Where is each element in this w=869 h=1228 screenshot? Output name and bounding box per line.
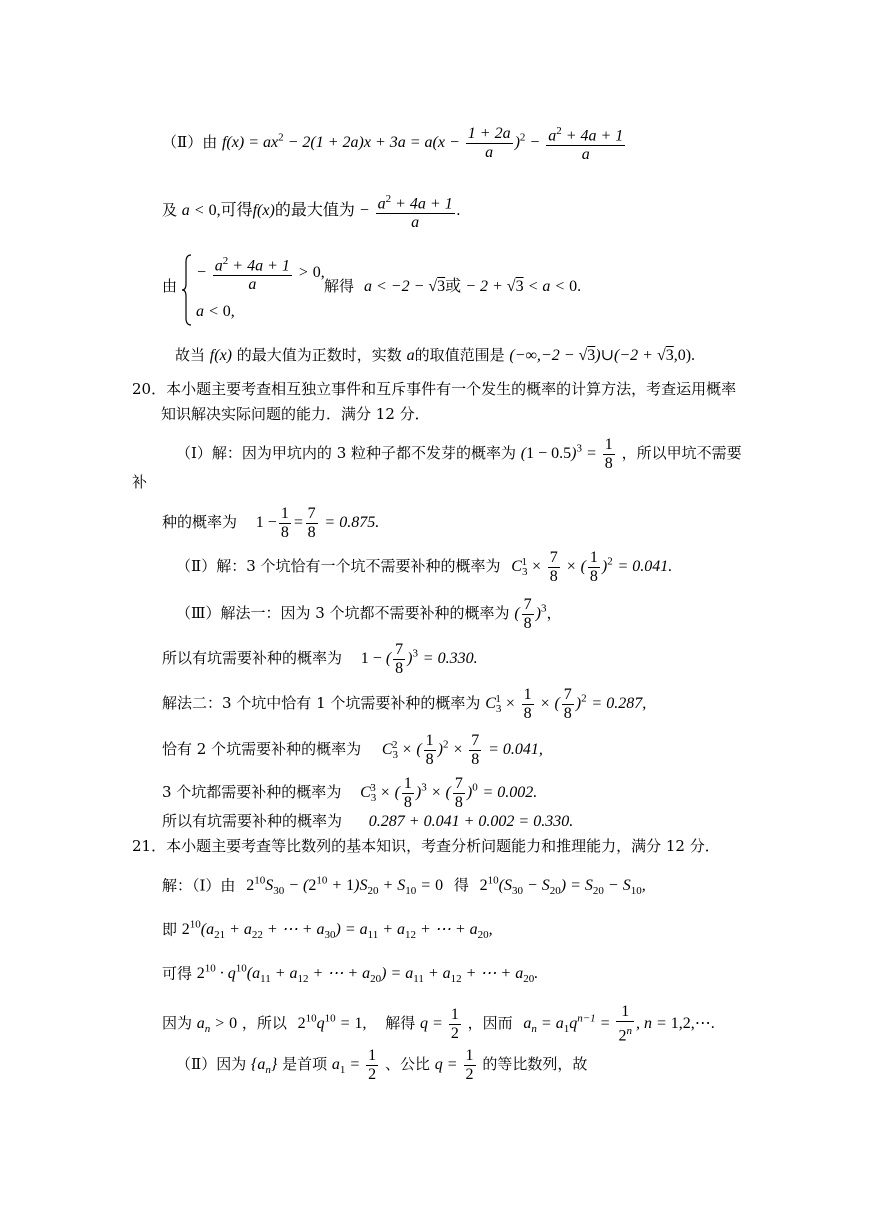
- q20-header-2: 知识解决实际问题的能力．满分 12 分．: [161, 405, 430, 423]
- q20-method2-line4-result: 0.287 + 0.041 + 0.002 = 0.330.: [368, 813, 574, 830]
- q20-method2-line2-result: = 0.041,: [488, 741, 543, 759]
- q21-line3: 可得 $2^{10} \cdot q^{10}(a_{11} + a_{12}$ + ⋯ + $a_{20}) = a_{11} + a_{12}$ + ⋯ + $a_{20}$.: [162, 963, 539, 986]
- q19-system-line1: − $\frac{a^2 + 4a + 1}{a}$ > 0,: [196, 252, 325, 294]
- q20-part3-text: （Ⅲ）解法一：因为 3 个坑都不需要补种的概率为: [176, 604, 510, 623]
- q20-part1-cont-text: 种的概率为: [162, 513, 238, 532]
- q20-method2-line4: [162, 811, 573, 832]
- q21-line1-mid: 得: [453, 876, 469, 895]
- q19-conclusion-lead: 故当: [175, 346, 206, 364]
- q19-max-line: [162, 190, 461, 232]
- q21-line4-mid2: 解得: [385, 1013, 416, 1032]
- q21-line3-lead: 可得: [162, 964, 193, 983]
- q20-part1-tail: ，所以甲坑不需要: [621, 444, 742, 463]
- q19-solve-result: a < −2 − √3或 − 2 + √3 < a < 0.: [364, 276, 582, 295]
- q20-method2-line3-result: = 0.002.: [482, 784, 538, 802]
- q20-part3: （Ⅲ）解法一：因为 3 个坑都不需要补种的概率为 ( $\frac{7}{8}$ )$^3$，: [176, 596, 562, 632]
- q19-system-line2: a < 0,: [196, 303, 235, 320]
- q19-max-expression: a < 0,可得f(x)的最大值为 − $\frac{a^2 + 4a + 1}{a}$ .: [182, 202, 461, 219]
- q21-line2: 即 $2^{10}(a_{21} + a_{22}$ + ⋯ + $a_{30}) = a_{11} + a_{12}$ + ⋯ + $a_{20}$,: [162, 919, 493, 942]
- left-brace-icon: [182, 254, 192, 326]
- q19-conclusion: 故当 f(x) 的最大值为正数时，实数 a的取值范围是 (−∞,−2 − √3)∪(−2 + √3,0).: [175, 346, 696, 364]
- q20-part3-result: = 0.330.: [422, 650, 478, 668]
- q20-method2-text: 解法二：3 个坑中恰有 1 个坑需要补种的概率为: [162, 694, 481, 713]
- q19-conclusion-range: (−∞,−2 − √3)∪(−2 + √3,0).: [509, 347, 696, 364]
- q20-part1-result: = 0.875.: [324, 514, 380, 532]
- q20-method2-line4-text: 所以有坑需要补种的概率为: [162, 812, 343, 830]
- q20-part1-text: （Ⅰ）解：因为甲坑内的 3 粒种子都不发芽的概率为: [176, 444, 517, 463]
- q20-part3-tail: ，: [546, 604, 562, 623]
- q20-part3-line2: 所以有坑需要补种的概率为 1 − ( $\frac{7}{8}$ )$^3$ = 0.330.: [162, 641, 478, 677]
- q19-part2-line: [162, 122, 627, 164]
- q21-line5-tail: 的等比数列，故: [482, 1055, 588, 1074]
- q20-method2-line3-text: 3 个坑都需要补种的概率为: [162, 783, 342, 802]
- q20-method2: 解法二：3 个坑中恰有 1 个坑需要补种的概率为 $C_3^1$ × $\frac{1}{8}$ × ( $\frac{7}{8}$ )$^2$ = 0.287,: [162, 686, 647, 722]
- q20-part2-result: = 0.041.: [617, 558, 673, 576]
- q19-part2-expression: $f(x) = ax^2 - 2(1 + 2a)x + 3a = a(x$ − $\frac{1 + 2a}{a}$ )$^2$ − $\frac{a^2 + 4a + 1}{a}$: [222, 134, 627, 151]
- q19-part2-lead: （Ⅱ）由: [162, 132, 218, 151]
- q20-part2: （Ⅱ）解：3 个坑恰有一个坑不需要补种的概率为 $C_3^1$ × $\frac{7}{8}$ × ( $\frac{1}{8}$ )$^2$ = 0.041.: [176, 549, 673, 585]
- q21-header: 21．本小题主要考查等比数列的基本知识，考查分析问题能力和推理能力，满分 12 分．: [132, 837, 720, 855]
- q20-part1-wrap: 补: [132, 473, 148, 491]
- q20-method2-line2: 恰有 2 个坑需要补种的概率为 $C_3^2$ × ( $\frac{1}{8}$ )$^2$ × $\frac{7}{8}$ = 0.041,: [162, 732, 543, 768]
- q21-line1: 解：（Ⅰ）由 $2^{10}S_{30} - (2^{10} + 1)S_{20} + S_{10} = 0$ 得 $2^{10}(S_{30} - S_{20}) = S_{20} - S_{10}$,: [162, 875, 646, 898]
- q19-system: [162, 250, 722, 330]
- q21-line4-mid3: ，因而: [467, 1013, 513, 1032]
- q20-part1: （Ⅰ）解：因为甲坑内的 3 粒种子都不发芽的概率为 $(1 - 0.5)^3$ = $\frac{1}{8}$ ，所以甲坑不需要: [176, 436, 742, 472]
- q21-line2-lead: 即: [162, 920, 178, 939]
- q21-line4: 因为 $a_n > 0$ ，所以 $2^{10}q^{10} = 1$, 解得 q = $\frac{1}{2}$ ，因而 $a_n = a_1q^{n-1}$ = $\frac{1}{2^n}$ , n = 1,2,⋯.: [162, 1003, 715, 1045]
- q21-line5-mid1: 是首项: [282, 1055, 328, 1074]
- q21-line4-mid1: ，所以: [241, 1013, 287, 1032]
- q21-line1-lead: 解：（Ⅰ）由: [162, 876, 236, 895]
- q21-line5-lead: （Ⅱ）因为: [176, 1055, 247, 1074]
- q19-conclusion-mid2: 的取值范围是: [414, 346, 505, 364]
- q20-method2-result: = 0.287,: [591, 695, 647, 713]
- q20-header-1: 20．本小题主要考查相互独立事件和互斥事件有一个发生的概率的计算方法，考查运用概率: [132, 380, 737, 398]
- q19-conclusion-mid: 的最大值为正数时，实数: [236, 346, 402, 364]
- q20-part2-text: （Ⅱ）解：3 个坑恰有一个坑不需要补种的概率为: [176, 557, 501, 576]
- q19-solve-lead: 解得: [324, 277, 355, 295]
- q19-max-lead: 及: [162, 200, 178, 219]
- q19-system-lead: 由: [162, 277, 178, 295]
- q21-line5-mid2: 、公比: [384, 1055, 430, 1074]
- q20-method2-line2-text: 恰有 2 个坑需要补种的概率为: [162, 740, 362, 759]
- q20-method2-line3: 3 个坑都需要补种的概率为 $C_3^3$ × ( $\frac{1}{8}$ )$^3$ × ( $\frac{7}{8}$ )$^0$ = 0.002.: [162, 775, 538, 811]
- q21-line5: （Ⅱ）因为 $\{a_n\}$ 是首项 $a_1$ = $\frac{1}{2}$ 、公比 q = $\frac{1}{2}$ 的等比数列，故: [176, 1047, 588, 1083]
- q20-part1-cont: 种的概率为 1 − $\frac{1}{8}$ = $\frac{7}{8}$ = 0.875.: [162, 505, 380, 541]
- q20-part3-line2-text: 所以有坑需要补种的概率为: [162, 649, 343, 668]
- q21-line4-lead: 因为: [162, 1013, 193, 1032]
